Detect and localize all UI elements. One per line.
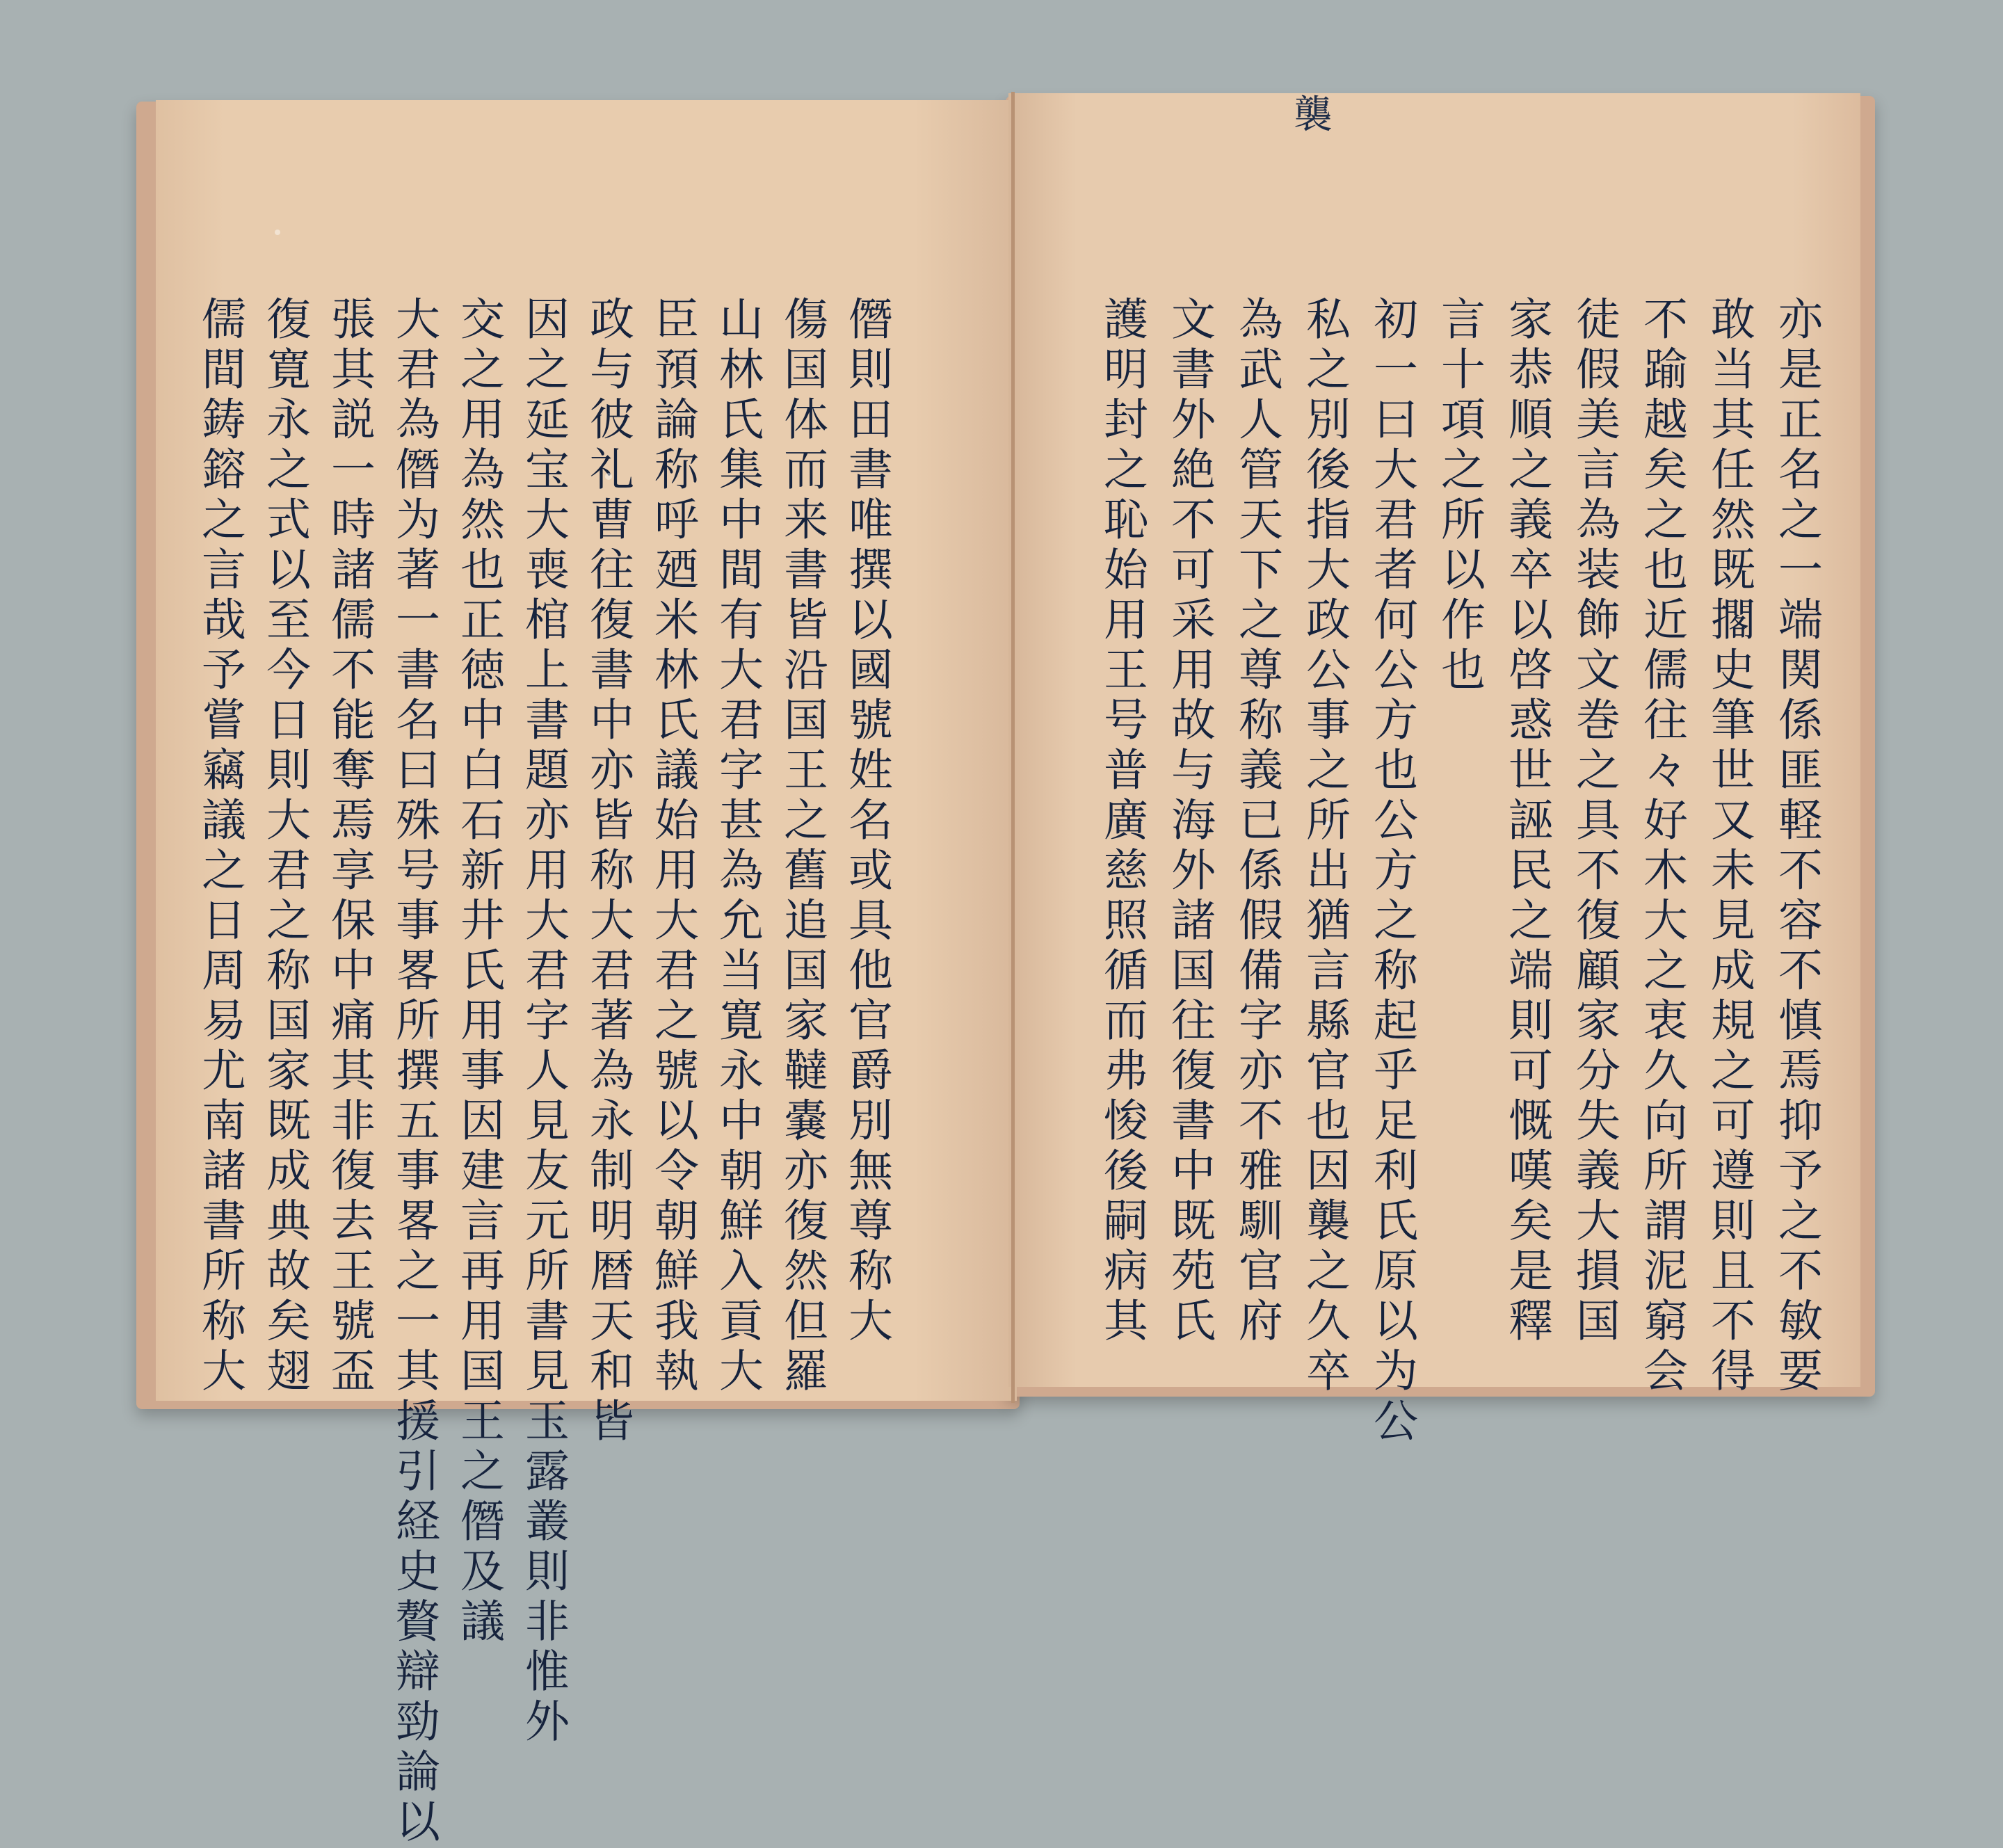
text-column: 復寛永之式以至今日則大君之称国家既成典故矣翅 (259, 296, 310, 1397)
text-column: 政与彼礼曹往復書中亦皆称大君著為永制明暦天和皆 (582, 296, 634, 1447)
text-column: 言十項之所以作也 (1433, 296, 1485, 696)
book-gutter (1011, 92, 1015, 1403)
text-column: 張其説一時諸儒不能奪焉享保中痛其非復去王號盃 (323, 296, 375, 1397)
paper-spot (275, 230, 280, 235)
text-column: 因之延宝大喪棺上書題亦用大君字人見友元所書見玉露叢則非惟外 (517, 296, 569, 1748)
text-column: 山林氏集中間有大君字甚為允当寛永中朝鮮入貢大 (711, 296, 763, 1397)
text-column: 亦是正名之一端関係匪軽不容不慎焉抑予之不敏要 (1771, 296, 1822, 1397)
text-column: 傷国体而来書皆沿国王之舊追国家韃嚢亦復然但羅 (776, 296, 828, 1397)
text-column: 僭則田書唯撰以國號姓名或具他官爵別無尊称大 (841, 296, 892, 1347)
right-page-text (1088, 296, 1822, 1447)
text-column: 文書外絶不可采用故与海外諸国往復書中既苑氏 (1164, 296, 1215, 1347)
paper-spot (428, 1036, 433, 1041)
text-column: 護明封之恥始用王号普廣慈照循而弗悛後嗣病其 (1096, 296, 1148, 1347)
text-column: 初一曰大君者何公方也公方之称起乎足利氏原以为公 (1366, 296, 1417, 1447)
text-column: 不踰越矣之也近儒往々好木大之衷久向所謂泥窮会 (1636, 296, 1687, 1397)
text-column: 徒假美言為装飾文巻之具不復顧家分失義大損国 (1568, 296, 1620, 1347)
paper-spot (1325, 821, 1331, 827)
paper-spot (605, 473, 612, 480)
folio-mark: 襲 (1294, 93, 1333, 138)
left-page-text (193, 296, 892, 1848)
text-column: 家恭順之義卒以啓惑世誣民之端則可慨嘆矣是釋 (1501, 296, 1552, 1347)
text-column: 儒間鋳鎔之言哉予嘗竊議之日周易尤南諸書所称大 (194, 296, 246, 1397)
text-column: 私之別後指大政公事之所出猶言縣官也因襲之久卒 (1298, 296, 1350, 1397)
text-column: 大君為僭为著一書名曰殊号事畧所撰五事畧之一其援引経史贅辯勁論以 (388, 296, 440, 1848)
text-column: 為武人管天下之尊称義已係假備字亦不雅馴官府 (1231, 296, 1282, 1347)
text-column: 臣預論称呼廼米林氏議始用大君之號以令朝鮮我執 (647, 296, 698, 1397)
text-column: 敢当其任然既擱史筆世又未見成規之可遵則且不得 (1703, 296, 1755, 1397)
text-column: 交之用為然也正徳中白石新井氏用事因建言再用国王之僭及議 (453, 296, 504, 1648)
